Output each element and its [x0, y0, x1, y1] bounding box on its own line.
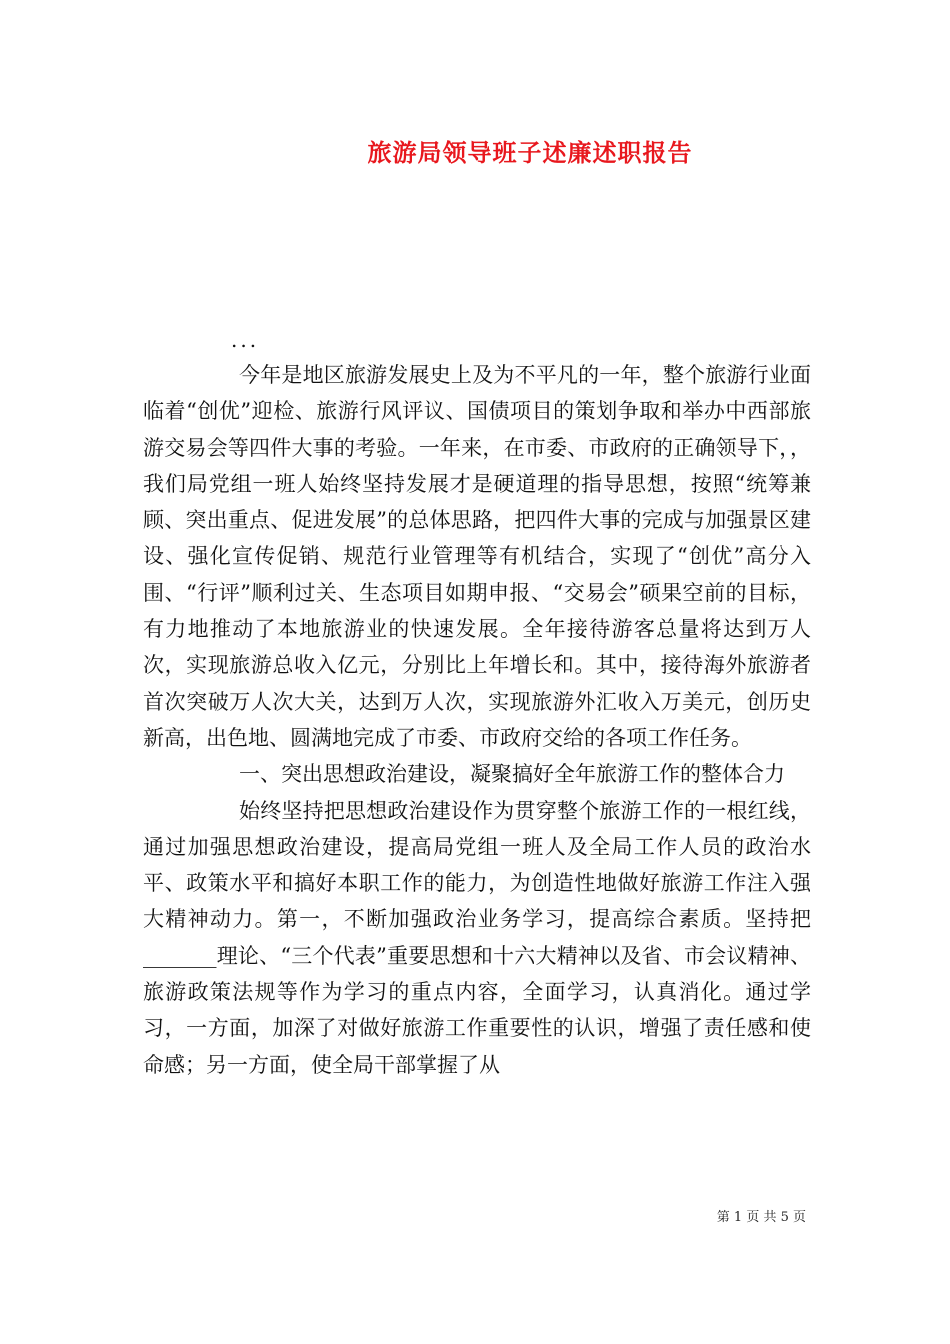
ellipsis-marker: ...	[231, 328, 260, 352]
page-footer: 第 1 页 共 5 页	[716, 1210, 806, 1225]
document-title: 旅游局领导班子述廉述职报告	[367, 139, 693, 167]
document-body	[143, 357, 811, 1083]
paragraph-intro: 今年是地区旅游发展史上及为不平凡的一年，整个旅游行业面临着“创优”迎检、旅游行风评议、国债项目的策划争取和举办中西部旅游交易会等四件大事的考验。一年来，在市委、市政府的正确领导下，，我们局党组一班人始终坚持发展才是硬道理的指导思想，按照“统筹兼顾、突出重点、促进发展”的总体思路，把四件大事的完成与加强景区建设、强化宣传促销、规范行业管理等有机结合，实现了“创优”高分入围、“行评”顺利过关、生态项目如期申报、“交易会”硕果空前的目标，有力地推动了本地旅游业的快速发展。全年接待游客总量将达到万人次，实现旅游总收入亿元，分别比上年增长和。其中，接待海外旅游者首次突破万人次大关，达到万人次，实现旅游外汇收入万美元，创历史新高，出色地、圆满地完成了市委、市政府交给的各项工作任务。	[143, 363, 811, 750]
section-heading-1: 一、突出思想政治建设，凝聚搞好全年旅游工作的整体合力	[239, 762, 785, 787]
paragraph-section-1: 始终坚持把思想政治建设作为贯穿整个旅游工作的一根红线，通过加强思想政治建设，提高局党组一班人及全局工作人员的政治水平、政策水平和搞好本职工作的能力，为创造性地做好旅游工作注入强大精神动力。第一，不断加强政治业务学习，提高综合素质。坚持把_______理论、“三个代表”重要思想和十六大精神以及省、市会议精神、旅游政策法规等作为学习的重点内容，全面学习，认真消化。通过学习，一方面，加深了对做好旅游工作重要性的认识，增强了责任感和使命感；另一方面，使全局干部掌握了从	[143, 798, 811, 1077]
